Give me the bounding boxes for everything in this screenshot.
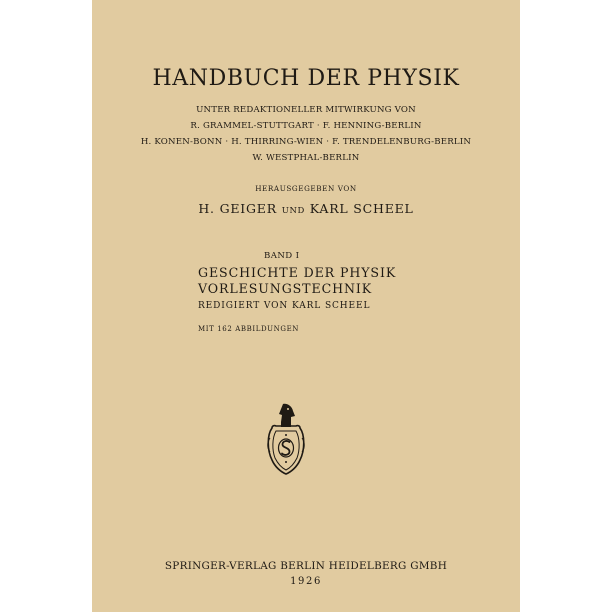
book-cover	[92, 0, 520, 612]
collaboration-intro: UNTER REDAKTIONELLER MITWIRKUNG VON	[196, 105, 416, 115]
springer-knight-icon	[264, 402, 308, 476]
subject-line-1: GESCHICHTE DER PHYSIK	[198, 265, 397, 280]
editor-joiner: UND	[281, 206, 305, 216]
publisher: SPRINGER-VERLAG BERLIN HEIDELBERG GMBH	[164, 560, 448, 572]
subject-line-2: VORLESUNGSTECHNIK	[198, 281, 373, 296]
book-title: HANDBUCH DER PHYSIK	[152, 66, 460, 91]
redacted-by: REDIGIERT VON KARL SCHEEL	[198, 301, 371, 311]
editor-1: H. GEIGER	[198, 201, 277, 216]
collaborators-line-3: W. WESTPHAL-BERLIN	[252, 153, 360, 163]
publication-year: 1926	[290, 576, 322, 587]
editor-2: KARL SCHEEL	[309, 201, 414, 216]
editors	[92, 201, 520, 216]
volume-label: BAND I	[264, 251, 300, 261]
illustrations-count: MIT 162 ABBILDUNGEN	[198, 325, 300, 333]
collaborators-line-1: R. GRAMMEL-STUTTGART · F. HENNING-BERLIN	[190, 121, 422, 131]
collaborators-line-2: H. KONEN-BONN · H. THIRRING-WIEN · F. TRENDELENBURG-BERLIN	[140, 137, 472, 147]
edited-by-label: HERAUSGEGEBEN VON	[255, 184, 357, 193]
